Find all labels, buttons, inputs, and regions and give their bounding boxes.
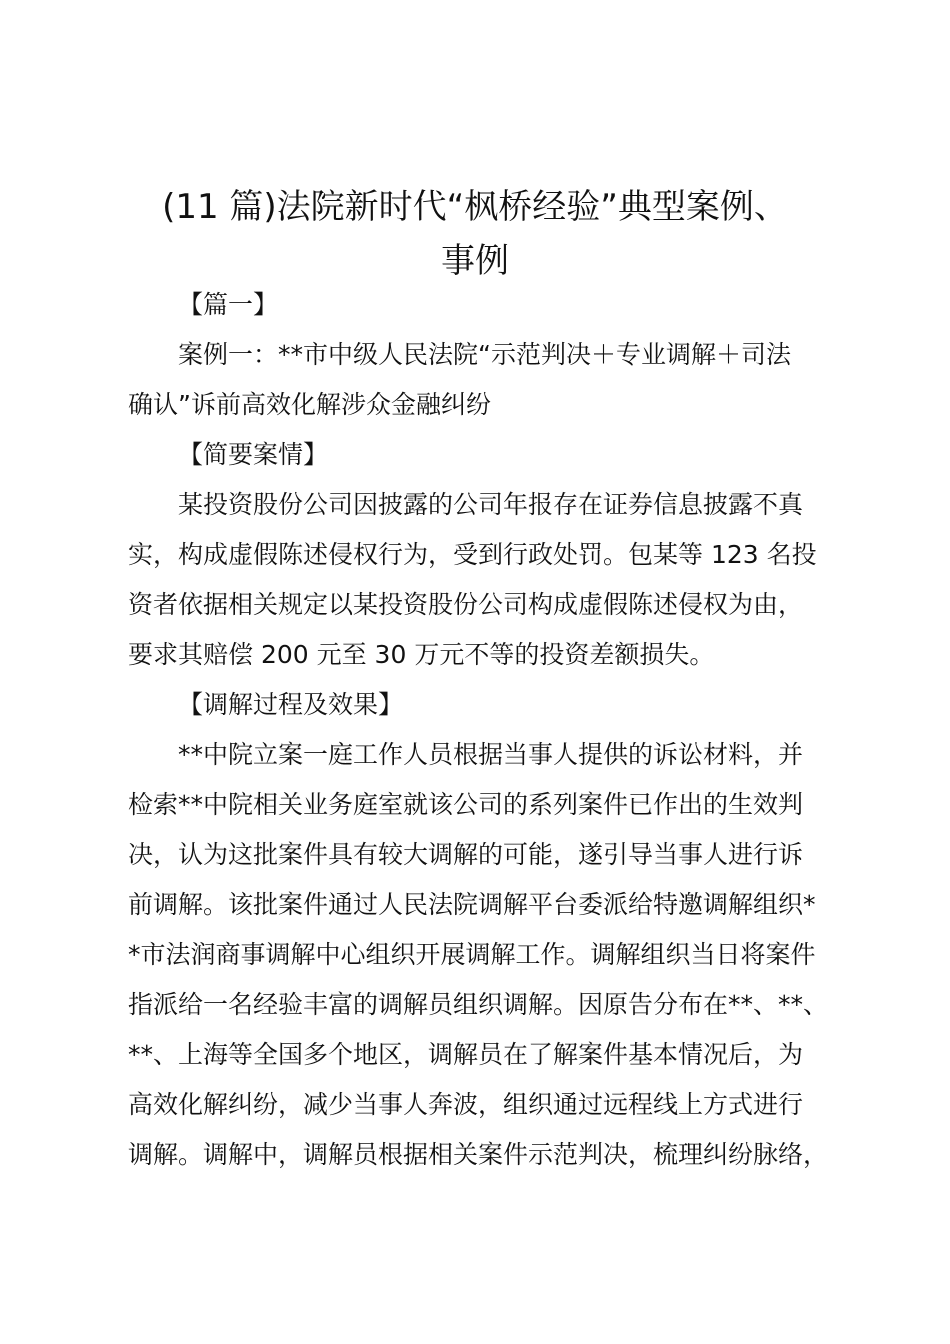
title-line-2: 事例 bbox=[441, 241, 509, 281]
paragraph-line: 高效化解纠纷，减少当事人奔波，组织通过远程线上方式进行 bbox=[128, 1090, 804, 1119]
title-line-1: (11 篇)法院新时代“枫桥经验”典型案例、 bbox=[162, 187, 788, 227]
paragraph-line: 资者依据相关规定以某投资股份公司构成虚假陈述侵权为由， bbox=[128, 590, 804, 619]
case-title-line: 确认”诉前高效化解涉众金融纠纷 bbox=[128, 390, 491, 419]
paragraph-line: 调解。调解中，调解员根据相关案件示范判决，梳理纠纷脉络， bbox=[128, 1140, 829, 1169]
document-body bbox=[128, 280, 840, 1180]
paragraph-line: **中院立案一庭工作人员根据当事人提供的诉讼材料，并 bbox=[178, 740, 804, 769]
paragraph-line: 决，认为这批案件具有较大调解的可能，遂引导当事人进行诉 bbox=[128, 840, 804, 869]
section-heading: 【调解过程及效果】 bbox=[178, 690, 404, 719]
paragraph-line: 指派给一名经验丰富的调解员组织调解。因原告分布在**、**、 bbox=[128, 990, 829, 1019]
paragraph-line: 前调解。该批案件通过人民法院调解平台委派给特邀调解组织* bbox=[128, 890, 816, 919]
paragraph-line: **、上海等全国多个地区，调解员在了解案件基本情况后，为 bbox=[128, 1040, 804, 1069]
section-heading: 【篇一】 bbox=[178, 290, 279, 319]
paragraph-line: *市法润商事调解中心组织开展调解工作。调解组织当日将案件 bbox=[128, 940, 816, 969]
paragraph-line: 检索**中院相关业务庭室就该公司的系列案件已作出的生效判 bbox=[128, 790, 804, 819]
document-title bbox=[120, 180, 830, 288]
case-title-line: 案例一：**市中级人民法院“示范判决＋专业调解＋司法 bbox=[178, 340, 791, 369]
section-heading: 【简要案情】 bbox=[178, 440, 329, 469]
paragraph-line: 要求其赔偿 200 元至 30 万元不等的投资差额损失。 bbox=[128, 640, 715, 669]
paragraph-line: 实，构成虚假陈述侵权行为，受到行政处罚。包某等 123 名投 bbox=[128, 540, 817, 569]
paragraph-line: 某投资股份公司因披露的公司年报存在证券信息披露不真 bbox=[178, 490, 804, 519]
